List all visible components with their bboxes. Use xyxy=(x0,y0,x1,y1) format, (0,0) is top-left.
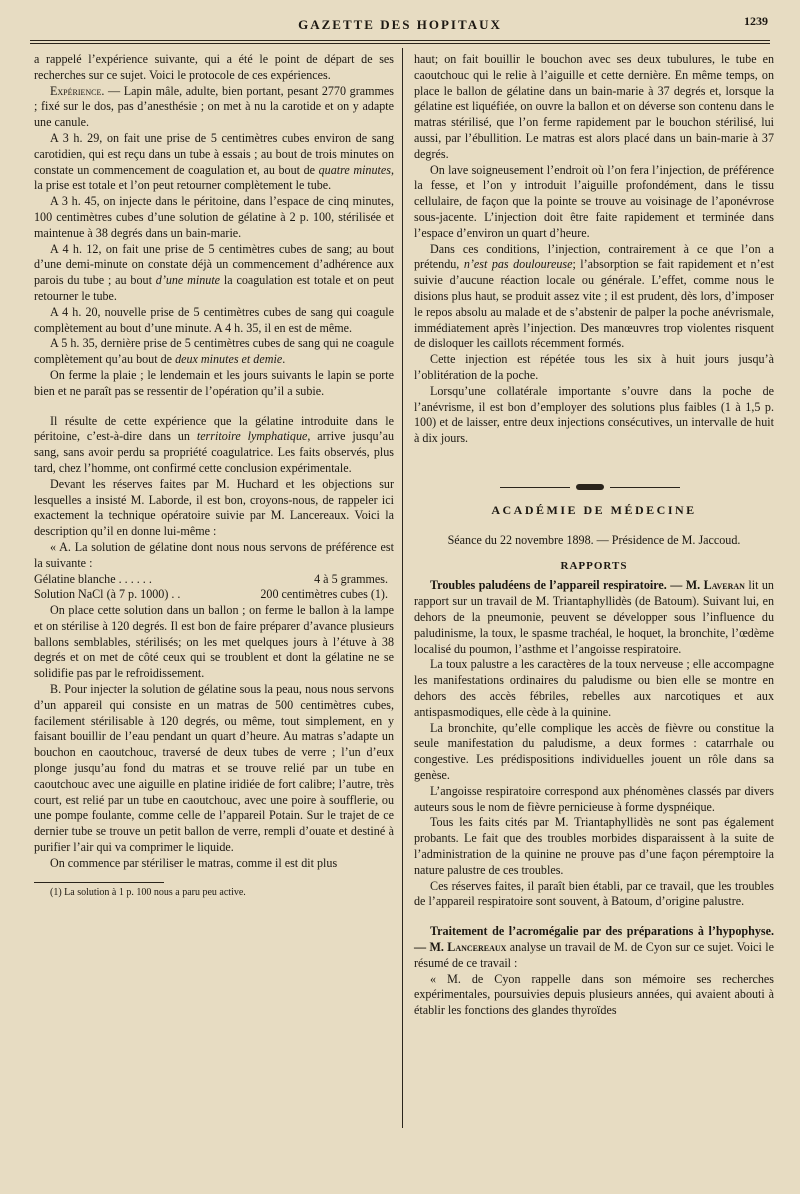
text: A 3 h. 29, on fait une prise de 5 centimètres cubes environ de sang carotidien, qui est reçu dans un tube à essais ; au bout de trois minutes on constate un commencement de coagulation et, au bout de xyxy=(34,130,394,177)
paragraph: « A. La solution de gélatine dont nous nous servons de préférence est la suivante : xyxy=(34,539,394,570)
header-rule-double xyxy=(30,43,770,44)
paragraph: On commence par stériliser le matras, comme il est dit plus xyxy=(50,855,338,870)
footnote: (1) La solution à 1 p. 100 nous a paru peu active. xyxy=(50,886,246,898)
report-author: — M. Laveran xyxy=(666,578,745,593)
paragraph: « M. de Cyon rappelle dans son mémoire ses recherches expérimentales, poursuivies depuis plusieurs années, qui avaient abouti à établir les fonctions des glandes thyroïdes xyxy=(414,971,774,1018)
text: lit un rapport sur un travail de M. Triantaphyllidès (de Batoum). Suivant lui, en dehors de la pneumonie, peuvent se développer sous l’influence du paludinisme, la toux, le spasme trachéal, le hoquet, la bronchite, l’œdème localisé du poumon, l’asthme et l’angoisse respiratoire. xyxy=(414,578,774,656)
paragraph xyxy=(34,336,394,368)
footnote-rule xyxy=(34,882,164,883)
paragraph: La bronchite, qu’elle complique les accès de fièvre ou constitue la seule manifestation du paludisme, a deux formes : catarrhale ou congestive. Les prédispositions individuelles jouent un rôle dans sa genèse. xyxy=(414,720,774,782)
paragraph: Tous les faits cités par M. Triantaphyllidès ne sont pas également probants. Le fait que des troubles morbides disparaissent à la suite de l’administration de la quinine ne prouve pas d’une façon péremptoire la nature palustre de ces troubles. xyxy=(414,815,774,877)
emphasis: deux minutes et demie xyxy=(175,352,283,367)
paragraph: haut; on fait bouillir le bouchon avec ses deux tubulures, le tube en caoutchouc qui le relie à l’aiguille et cette dernière. En même temps, on place le ballon de gélatine dans un bain-marie à 37 degrés et, lorsque la gélatine est liquéfiée, on ouvre la ballon et on déverse son contenu dans le matras stérilisé, que l’on ferme rapidement par le bouchon stérilisé, lui aussi, par l’ébullition. Le matras est alors placé dans un bain-marie à 37 degrés. xyxy=(414,52,774,161)
paragraph: Cette injection est répétée tous les six à huit jours jusqu’à l’oblitération de la poche. xyxy=(414,352,774,382)
paragraph-experiment xyxy=(34,84,394,131)
paragraph: a rappelé l’expérience suivante, qui a été le point de départ de ses recherches sur ce sujet. Voici le protocole de ces expériences. xyxy=(34,52,394,82)
divider-line xyxy=(500,487,570,488)
report-author: — M. Lancereaux xyxy=(414,939,507,954)
paragraph: On ferme la plaie ; le lendemain et les jours suivants le lapin se porte bien et ne paraît pas se ressentir de l’opération qu’il a subie. xyxy=(34,367,394,398)
divider-ornament xyxy=(576,484,604,490)
paragraph xyxy=(34,414,394,477)
text: , la prise est totale et l’on peut retourner complètement le tube. xyxy=(34,162,394,193)
text: A 5 h. 35, dernière prise de 5 centimètres cubes de sang qui ne coagule complètement qu’au bout de xyxy=(34,336,394,367)
section-title: ACADÉMIE DE MÉDECINE xyxy=(491,503,697,517)
report-title: Troubles paludéens de l’appareil respiratoire. xyxy=(430,578,667,593)
page-header xyxy=(28,14,772,40)
spacer xyxy=(414,910,774,924)
report-paragraph xyxy=(414,924,774,971)
emphasis: territoire lymphatique xyxy=(196,429,308,444)
paragraph xyxy=(34,131,394,194)
header-rule xyxy=(30,40,770,41)
paragraph: On lave soigneusement l’endroit où l’on fera l’injection, de préférence la fesse, et l’on y introduit l’aiguille profondément, dans le tissu cellulaire, de façon que la pointe se trouve au voisinage de l’aponévrose sous-jacente. L’injection doit être faite rapidement et terminée dans l’espace d’environ un quart d’heure. xyxy=(414,162,774,240)
text: . xyxy=(282,352,286,367)
report-paragraph xyxy=(414,578,774,657)
emphasis: quatre minutes xyxy=(318,162,391,177)
text: , arrive jusqu’au sang, sans avoir perdu sa propriété coagulatrice. Les faits observés, plus tard, chez l’homme, ont confirmé cette conclusion expérimentale. xyxy=(34,429,395,475)
paragraph xyxy=(34,242,394,305)
divider-line xyxy=(610,487,680,488)
page-number: 1239 xyxy=(744,14,768,28)
text: A 4 h. 12, on fait une prise de 5 centimètres cubes de sang; au bout d’une demi-minute on constate déjà un commencement d’adhérence aux parois du tube ; au bout xyxy=(34,241,394,288)
experiment-heading: Expérience. xyxy=(50,83,105,98)
formula-label: Gélatine blanche . . . . . . xyxy=(34,571,152,586)
paragraph: Lorsqu’une collatérale importante s’ouvre dans la poche de l’anévrisme, il est bon d’employer des solutions plus faibles (1 à 1,5 p. 100) et de laisser, entre deux injections consécutives, un intervalle de huit à dix jours. xyxy=(414,383,774,446)
running-title: GAZETTE DES HOPITAUX xyxy=(298,17,502,32)
spacer xyxy=(34,400,394,414)
academy-section xyxy=(414,503,774,1019)
text: la coagulation est totale et on peut retourner le tube. xyxy=(34,273,394,303)
ornamental-divider xyxy=(500,483,680,493)
text: Dans ces conditions, l’injection, contrairement à ce que l’on a prétendu, xyxy=(414,241,774,272)
subheading: RAPPORTS xyxy=(560,559,628,572)
formula-value: 200 centimètres cubes (1). xyxy=(260,587,388,602)
text: Il résulte de cette expérience que la gélatine introduite dans le péritoine, c’est-à-dire dans un xyxy=(34,413,394,444)
paragraph xyxy=(414,242,774,353)
text: ; l’absorption se fait rapidement et n’est suivie d’aucune réaction locale ou générale. L’effet, comme nous le disions plus haut, se produit assez vite ; il est prudent, dès lors, d’imposer le repos absolu au malade et de s’abstenir de palper la poche anévrismale, immédiatement après l’injection. Des manœuvres trop violentes risquent de disloquer les caillots récemment formés. xyxy=(414,257,774,351)
paragraph: A 3 h. 45, on injecte dans le péritoine, dans l’espace de cinq minutes, 100 centimètres cubes d’une solution de gélatine à 2 p. 100, stérilisée et maintenue à 38 degrés dans un bain-marie. xyxy=(34,194,394,240)
right-column xyxy=(414,52,774,492)
text: — Lapin mâle, adulte, bien portant, pesant 2770 grammes ; fixé sur le dos, pas d’anesthésie ; on met à nu la carotide et on y adapte une canule. xyxy=(34,83,394,130)
paragraph: On place cette solution dans un ballon ; on ferme le ballon à la lampe et on stérilise à 120 degrés. Il est bon de faire préparer d’avance plusieurs ballons semblables, stérilisés; on les met quelques jours à l’étuve à 38 degrés et on met de côté ceux qui se troublent et dont la gélatine ne se solidifie pas par le refroidissement. xyxy=(34,603,394,681)
emphasis: n’est pas douloureuse xyxy=(463,257,573,272)
paragraph: A 4 h. 20, nouvelle prise de 5 centimètres cubes de sang qui coagule complètement au bout d’une minute. A 4 h. 35, il en est de même. xyxy=(34,304,394,335)
session-line: Séance du 22 novembre 1898. — Présidence de M. Jaccoud. xyxy=(447,532,741,547)
formula-value: 4 à 5 grammes. xyxy=(314,571,388,586)
emphasis: d’une minute xyxy=(155,273,221,288)
text: analyse un travail de M. de Cyon sur ce sujet. Voici le résumé de ce travail : xyxy=(414,939,774,970)
paragraph: B. Pour injecter la solution de gélatine sous la peau, nous nous servons d’un appareil qui consiste en un matras de 500 centimètres cubes, facilement stérilisable à 120 degrés, ou même, tout simplement, en y faisant bouillir de l’eau pendant un quart d’heure. Au matras s’adapte un bouchon en caoutchouc, traversé de deux tubes de verre ; l’un d’eux plonge jusqu’au fond du matras et se trouve relié par un tube en caoutchouc avec une aiguille en platine iridiée de fort calibre; l’autre, très court, est relié par un tube en caoutchouc, avec une poire à soufflerie, ou une pompe foulante, comme celle de l’appareil Potain. Sur le trajet de ce dernier tube se trouve un petit ballon de verre, rempli d’ouate et destiné à purifier l’air qui va comprimer le liquide. xyxy=(34,682,394,855)
column-divider xyxy=(402,48,403,1128)
report-title: Traitement de l’acromégalie par des préparations à l’hypophyse. xyxy=(430,924,774,939)
left-column xyxy=(34,52,394,1112)
paragraph: Devant les réserves faites par M. Huchard et les objections sur lesquelles a insisté M. Laborde, il est bon, croyons-nous, de rappeler ici exactement la technique opératoire suivie par M. Lancereaux. Voici la description qu’il en donne lui-même : xyxy=(34,476,394,539)
paragraph: Ces réserves faites, il paraît bien établi, par ce travail, que les troubles de l’appareil respiratoire sont souvent, à Batoum, d’origine palustre. xyxy=(414,878,774,909)
formula-row xyxy=(34,587,394,603)
paragraph: La toux palustre a les caractères de la toux nerveuse ; elle accompagne les manifestations ordinaires du paludisme ou bien elle se montre en dehors des accès fébriles, rebelles aux narcotiques et aux antispasmodiques, elle cède à la quinine. xyxy=(414,657,774,719)
formula-row xyxy=(34,572,394,588)
formula-label: Solution NaCl (à 7 p. 1000) . . xyxy=(34,587,181,602)
paragraph: L’angoisse respiratoire correspond aux phénomènes classés par divers auteurs sous le nom de fièvre pernicieuse à forme dyspnéique. xyxy=(414,783,774,814)
